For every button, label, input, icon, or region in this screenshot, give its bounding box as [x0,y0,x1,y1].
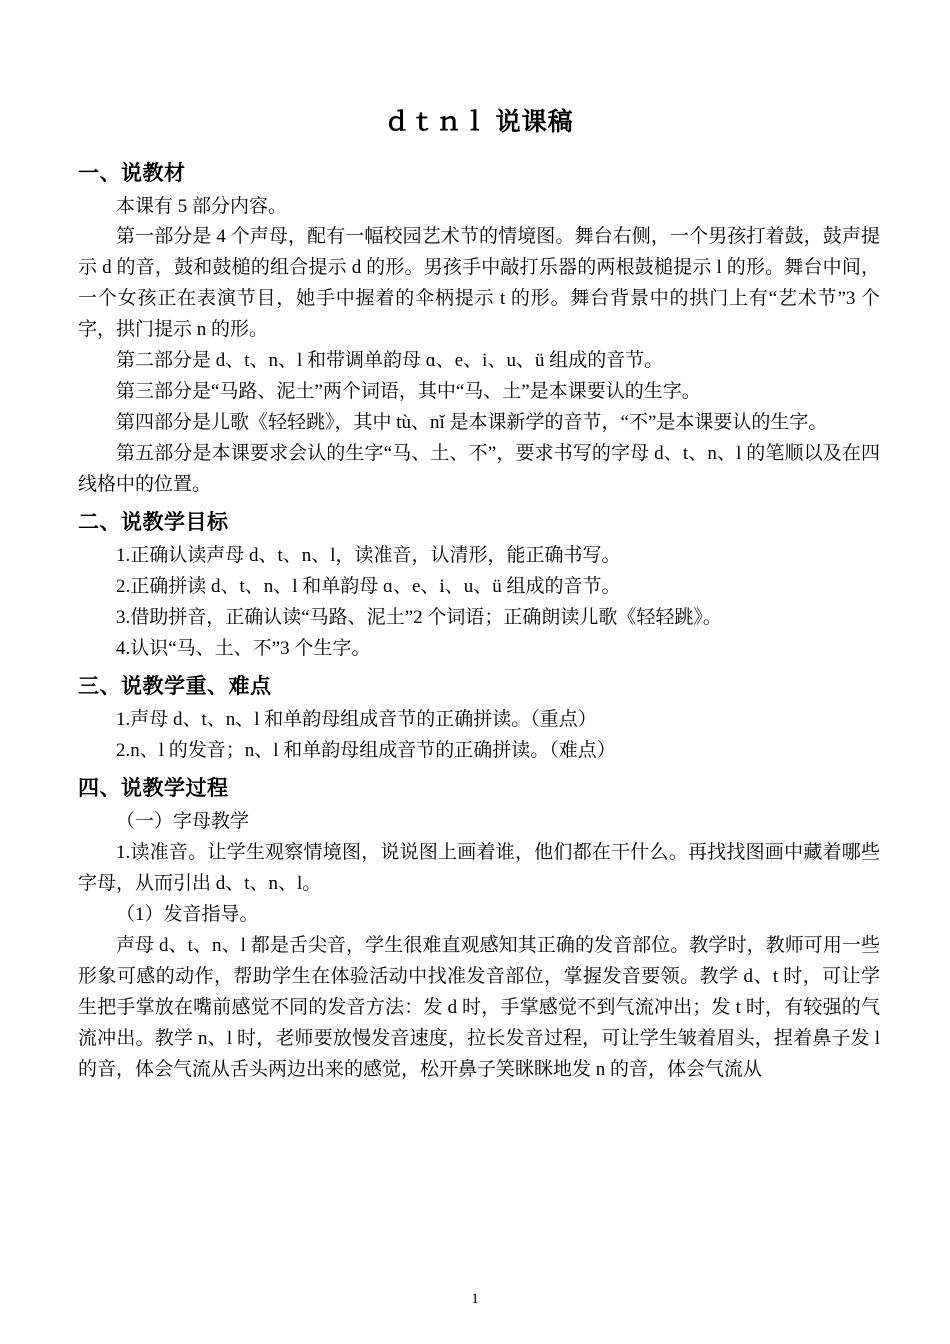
paragraph: 声母 d、t、n、l 都是舌尖音，学生很难直观感知其正确的发音部位。教学时，教师可用一些形象可感的动作，帮助学生在体验活动中找准发音部位，掌握发音要领。教学 d、t 时，可让学生把手掌放在嘴前感觉不同的发音方法：发 d 时，手掌感觉不到气流冲出；发 t 时，有较强的气流冲出。教学 n、l 时，老师要放慢发音速度，拉长发音过程，可让学生皱着眉头，捏着鼻子发 l 的音，体会气流从舌头两边出来的感觉，松开鼻子笑眯眯地发 n 的音，体会气流从 [78,934,881,1080]
paragraph: 第四部分是儿歌《轻轻跳》，其中 tù、nǐ 是本课新学的音节，“不”是本课要认的生字。 [116,412,828,434]
paragraph: 第五部分是本课要求会认的生字“马、土、不”，要求书写的字母 d、t、n、l 的笔顺以及在四线格中的位置。 [78,443,880,496]
paragraph: 3.借助拼音，正确认读“马路、泥土”2 个词语；正确朗读儿歌《轻轻跳》。 [116,607,722,629]
section-heading-1: 一、说教材 [78,160,186,185]
paragraph: 1.读准音。让学生观察情境图，说说图上画着谁，他们都在干什么。再找找图画中藏着哪些字母，从而引出 d、t、n、l。 [78,842,880,894]
paragraph: 2.正确拼读 d、t、n、l 和单韵母 ɑ、e、i、u、ü 组成的音节。 [116,576,621,598]
paragraph: 2.n、l 的发音；n、l 和单韵母组成音节的正确拼读。（难点） [116,740,616,762]
section-heading-4: 四、说教学过程 [78,776,229,801]
paragraph: （1）发音指导。 [116,903,259,925]
section-heading-3: 三、说教学重、难点 [78,674,272,699]
page-title: ｄｔｎｌ 说课稿 [384,109,574,136]
paragraph: 1.正确认读声母 d、t、n、l，读准音，认清形，能正确书写。 [116,545,621,567]
paragraph: 4.认识“马、土、不”3 个生字。 [116,638,371,660]
paragraph: 本课有 5 部分内容。 [116,195,288,217]
paragraph: 第三部分是“马路、泥土”两个词语，其中“马、土”是本课要认的生字。 [116,381,701,403]
paragraph: （一）字母教学 [116,811,250,833]
paragraph: 第二部分是 d、t、n、l 和带调单韵母 ɑ、e、i、u、ü 组成的音节。 [116,350,664,372]
paragraph: 1.声母 d、t、n、l 和单韵母组成音节的正确拼读。（重点） [116,709,597,731]
section-heading-2: 二、说教学目标 [78,510,229,535]
page-number: 1 [471,1291,479,1307]
paragraph: 第一部分是 4 个声母，配有一幅校园艺术节的情境图。舞台右侧，一个男孩打着鼓，鼓声提示 d 的音，鼓和鼓槌的组合提示 d 的形。男孩手中敲打乐器的两根鼓槌提示 l 的形。舞台中间，一个女孩正在表演节目，她手中握着的伞柄提示 t 的形。舞台背景中的拱门上有“艺术节”3 个字，拱门提示 n 的形。 [78,226,880,341]
